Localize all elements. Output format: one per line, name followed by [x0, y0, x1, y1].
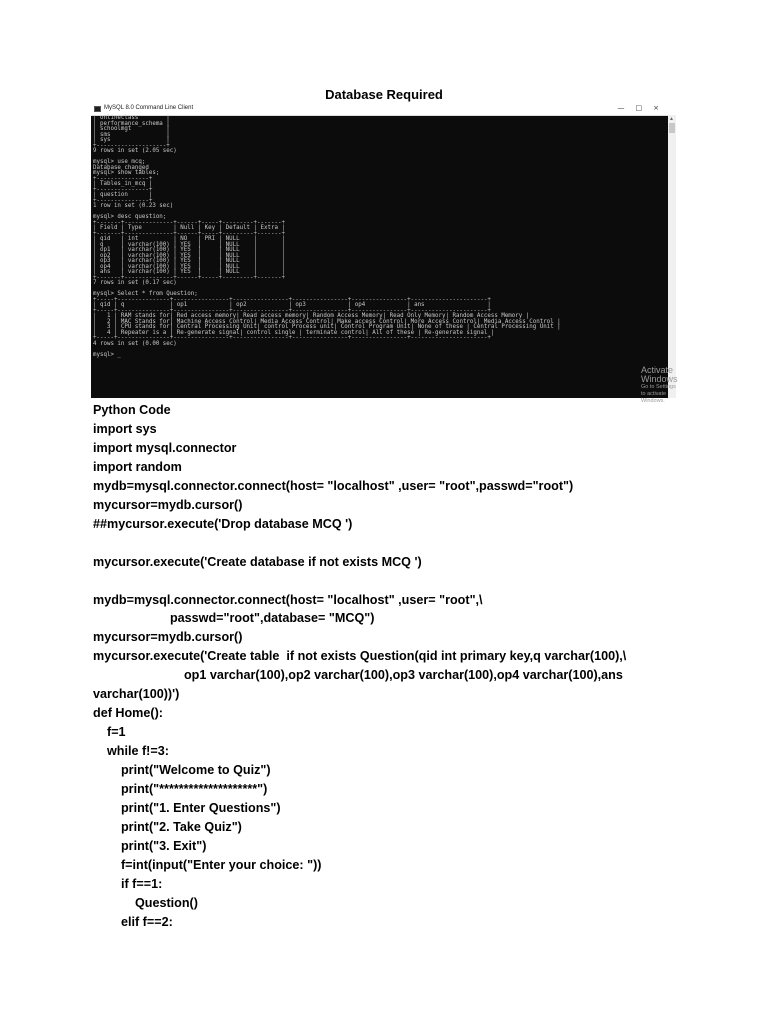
console-line: | q | varchar(100) | YES | | NULL | |	[93, 241, 285, 248]
console-line: | op4 | varchar(100) | YES | | NULL | |	[93, 263, 285, 270]
code-line	[93, 534, 733, 553]
console-line: | 2 | MAC Stands for| Machine Access Control| Media Access Control| Make access Control| More Access Control| Media Access Control |	[93, 318, 561, 325]
code-line: f=int(input("Enter your choice: "))	[93, 857, 322, 872]
watermark-subtitle: Go to Settings to activate Windows.	[641, 384, 676, 404]
code-line: Python Code	[93, 403, 171, 417]
console-line: 9 rows in set (2.05 sec)	[93, 148, 177, 154]
console-output	[91, 115, 668, 398]
code-line: op1 varchar(100),op2 varchar(100),op3 varchar(100),op4 varchar(100),ans	[93, 668, 623, 683]
console-line: 4 rows in set (0.00 sec)	[93, 340, 177, 347]
console-scrollbar	[668, 115, 676, 398]
console-line: | performance_schema |	[93, 120, 170, 127]
console-line: | 3 | CPU stands for| Central Processing Unit| control Process unit| Control Program Unit| None of these | Central Processing Unit |	[93, 324, 561, 330]
console-line: | 1 | RAM stands for| Red access memory| Read access memory| Random Access Memory| Read Only Memory| Random Access Memory |	[93, 313, 530, 319]
console-line: | schoolmgt |	[93, 126, 170, 132]
console-line: +-----+---------------+----------------+----------------+----------------+----------------+----------------------+	[93, 296, 491, 303]
console-line: | onlineclass |	[93, 115, 170, 121]
console-line: +-------+--------------+------+-----+---------+-------+	[93, 274, 285, 281]
console-line: +-------+--------------+------+-----+---------+-------+	[93, 230, 285, 237]
console-line: 1 row in set (0.23 sec)	[93, 203, 174, 209]
console-line: mysql> show tables;	[93, 170, 160, 176]
scrollbar-thumb	[669, 123, 675, 133]
console-line: +-----+---------------+----------------+----------------+----------------+----------------+----------------------+	[93, 307, 491, 314]
console-line: | question |	[93, 192, 153, 198]
python-code-block	[93, 401, 733, 932]
console-line: +-----+---------------+----------------+----------------+----------------+----------------+----------------------+	[93, 335, 491, 341]
code-line: passwd="root",database= "MCQ")	[93, 611, 375, 626]
code-line: print("2. Take Quiz")	[93, 819, 242, 834]
code-line: import sys	[93, 421, 157, 436]
code-line: f=1	[93, 725, 126, 740]
document-title: Database Required	[325, 87, 443, 102]
code-line: print("********************")	[93, 782, 268, 797]
code-line: mycursor.execute('Create database if not exists MCQ ')	[93, 554, 422, 569]
console-line: | op2 | varchar(100) | YES | | NULL | |	[93, 252, 285, 259]
code-line: mydb=mysql.connector.connect(host= "localhost" ,user= "root",\	[93, 592, 483, 607]
code-line: elif f==2:	[93, 914, 173, 929]
window-controls-icon: —□×	[617, 104, 670, 112]
console-line: | Field | Type | Null | Key | Default | Extra |	[93, 225, 285, 231]
console-window-title: MySQL 8.0 Command Line Client	[104, 105, 194, 111]
console-line: | sms |	[93, 131, 170, 138]
code-line: if f==1:	[93, 876, 163, 891]
code-line: while f!=3:	[93, 744, 169, 759]
console-line: +---------------+	[93, 197, 153, 204]
console-line: +---------------+	[93, 175, 153, 182]
console-line: Database changed	[93, 164, 149, 171]
console-line: | 4 | Repeater is a | Re-generate signal| control single | terminate control| All of these | Re-generate signal |	[93, 329, 495, 336]
scroll-up-icon: ▲	[669, 116, 674, 122]
code-line: ##mycursor.execute('Drop database MCQ ')	[93, 516, 353, 531]
code-line: mycursor=mydb.cursor()	[93, 497, 243, 512]
code-line: def Home():	[93, 706, 163, 721]
console-line: | qid | q | op1 | op2 | op3 | op4 | ans |	[93, 302, 491, 308]
console-line: | qid | int | NO | PRI | NULL | |	[93, 236, 285, 242]
console-line: mysql> use mcq;	[93, 159, 146, 165]
code-line: varchar(100))')	[93, 687, 180, 702]
console-line: mysql> desc question;	[93, 214, 167, 220]
console-line: | Tables_in_mcq |	[93, 181, 153, 187]
console-line: +--------------------+	[93, 142, 170, 149]
code-line	[93, 572, 733, 591]
code-line: print("1. Enter Questions")	[93, 801, 281, 816]
console-line: +---------------+	[93, 186, 153, 193]
console-line: | sys |	[93, 137, 170, 143]
console-line: | ans | varchar(100) | YES | | NULL | |	[93, 269, 285, 275]
console-screenshot	[91, 104, 678, 404]
code-line: print("Welcome to Quiz")	[93, 763, 271, 778]
console-line: | op3 | varchar(100) | YES | | NULL | |	[93, 258, 285, 264]
activation-watermark	[641, 366, 678, 405]
watermark-title: Activate Windows	[641, 365, 678, 384]
code-line: mycursor.execute('Create table if not exists Question(qid int primary key,q varchar(100),\	[93, 649, 627, 664]
console-line: mysql> Select * from Question;	[93, 291, 198, 297]
code-line: mydb=mysql.connector.connect(host= "localhost" ,user= "root",passwd="root")	[93, 478, 574, 493]
code-line: import mysql.connector	[93, 440, 237, 455]
terminal-icon	[94, 106, 101, 112]
code-line: mycursor=mydb.cursor()	[93, 630, 243, 645]
code-line: print("3. Exit")	[93, 838, 207, 853]
console-line: mysql> _	[93, 351, 121, 358]
code-line: Question()	[93, 895, 198, 910]
console-line: | op1 | varchar(100) | YES | | NULL | |	[93, 247, 285, 253]
code-line: import random	[93, 459, 182, 474]
console-line: 7 rows in set (0.17 sec)	[93, 280, 177, 286]
console-line: +-------+--------------+------+-----+---------+-------+	[93, 219, 285, 226]
